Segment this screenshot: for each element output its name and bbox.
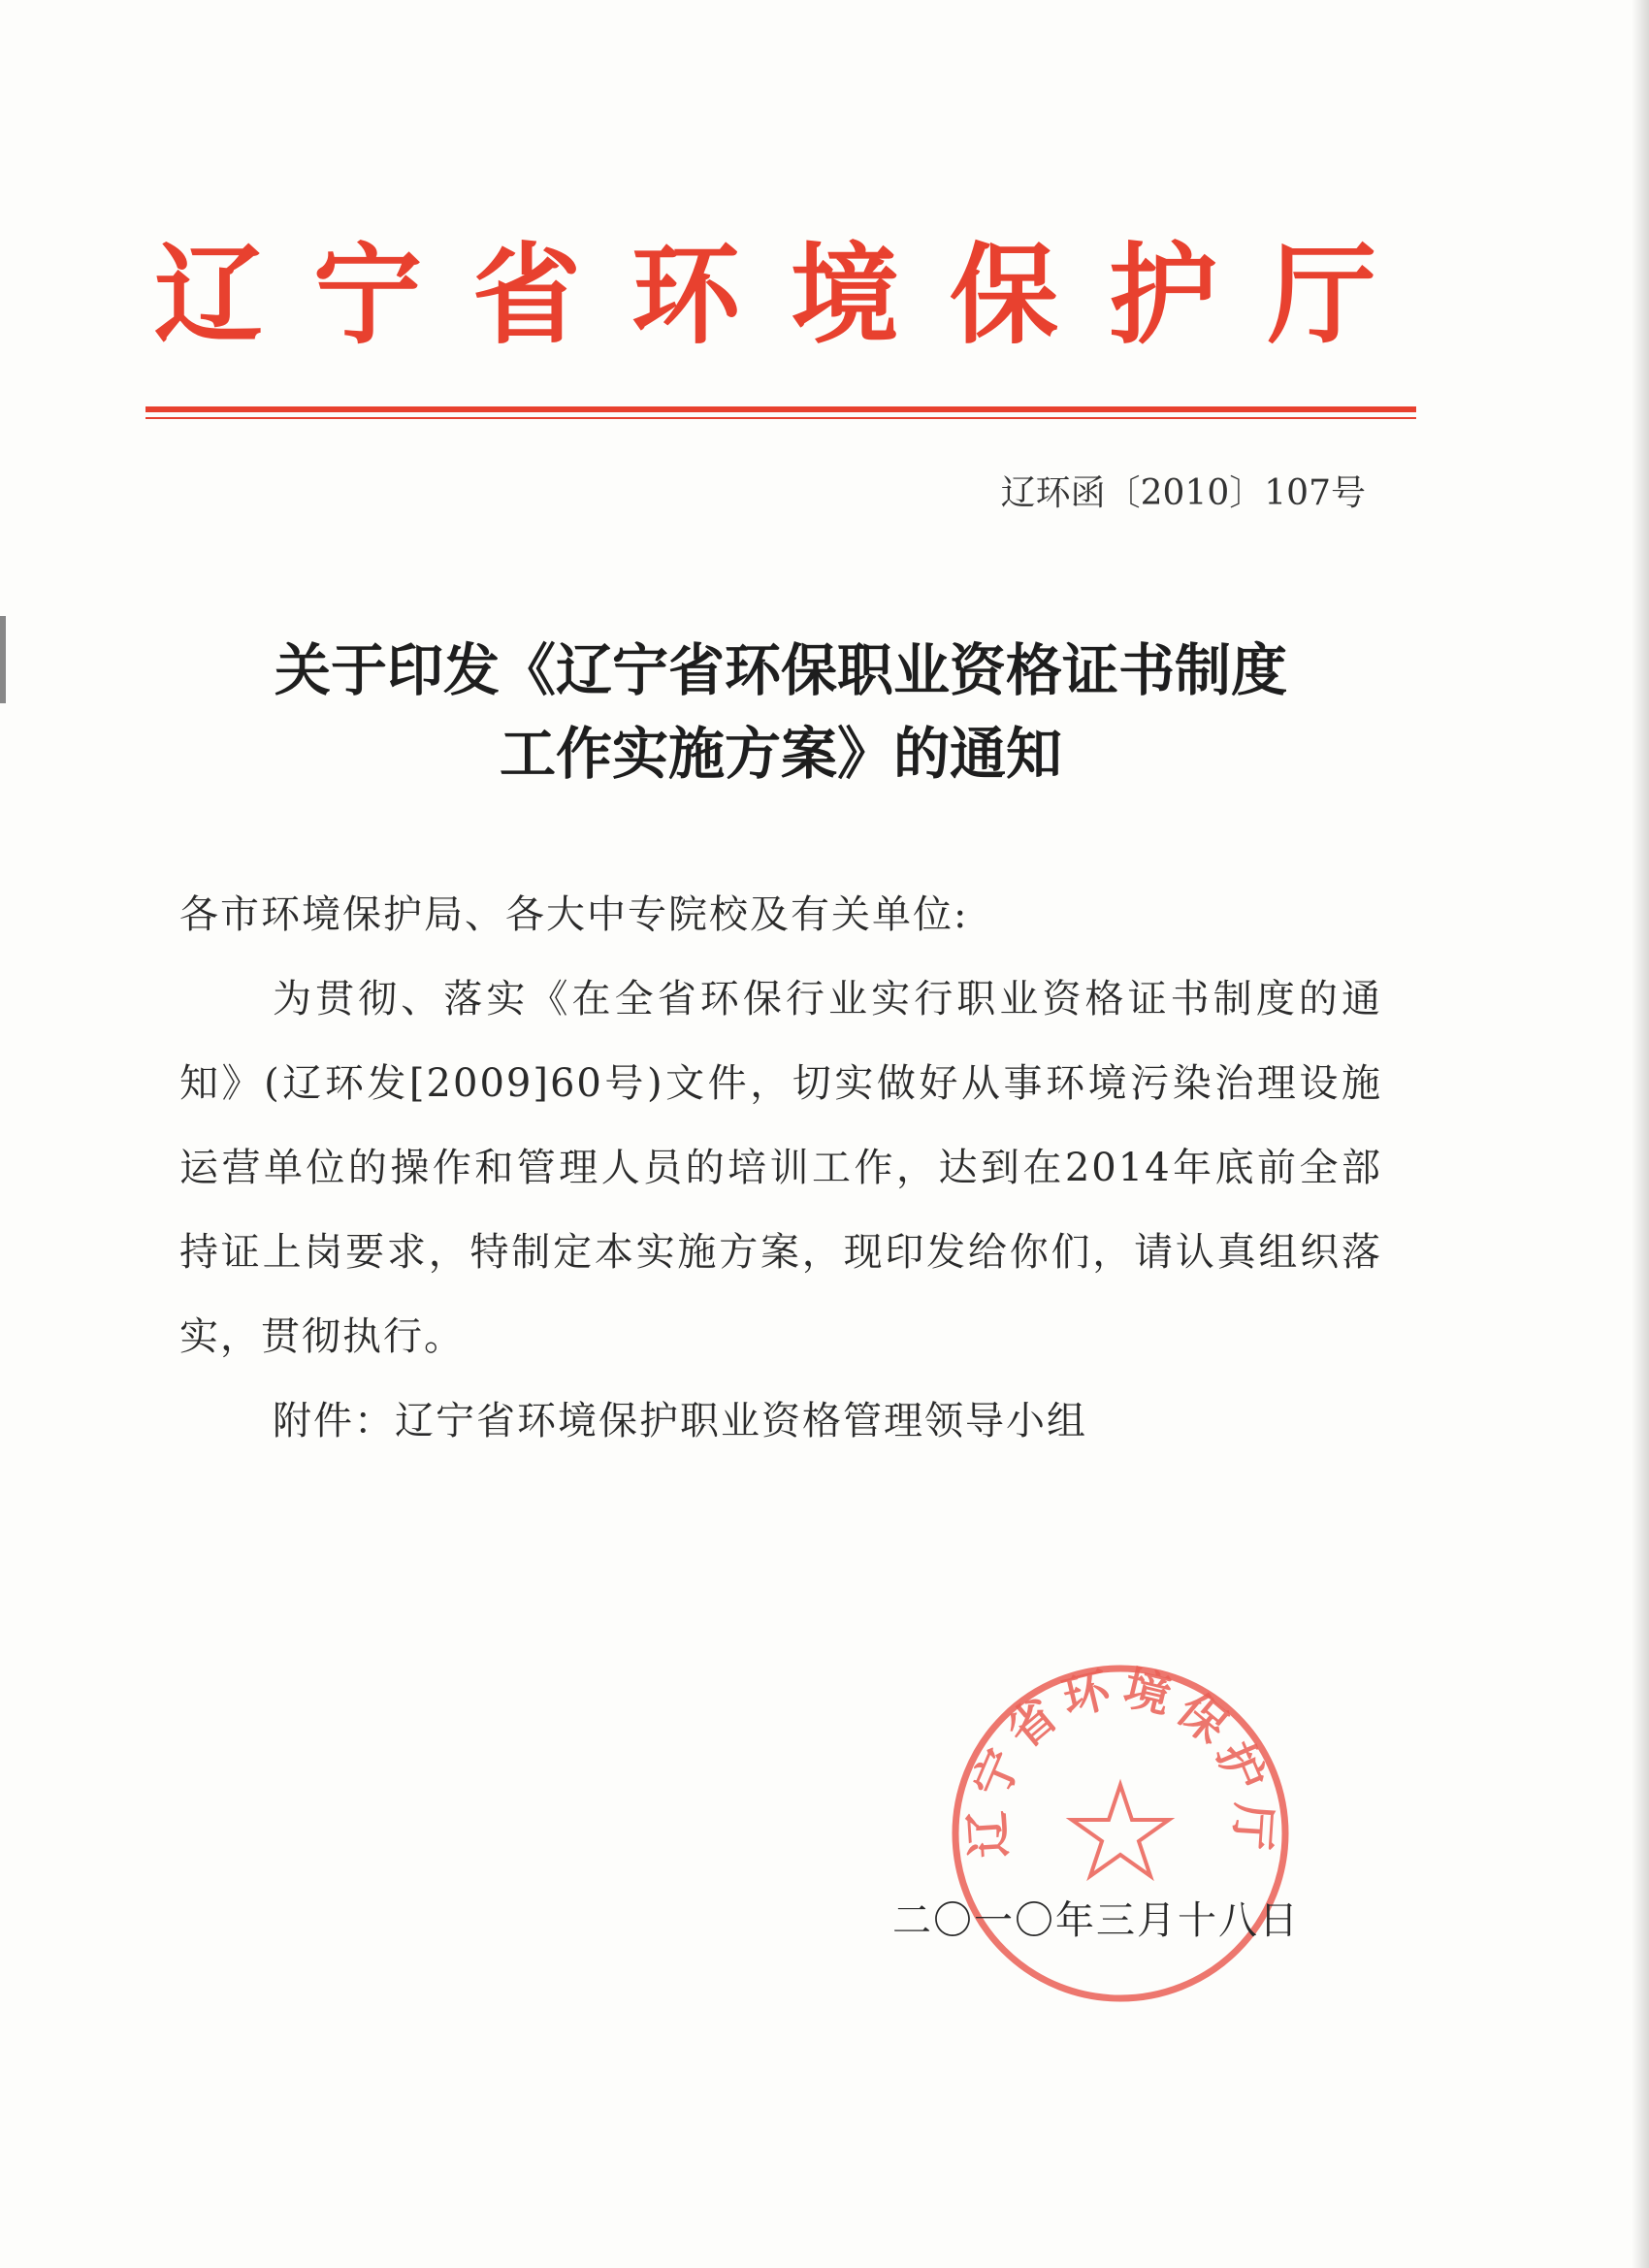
seal-text: 辽宁省环境保护厅 xyxy=(959,1661,1281,1860)
title-line-2: 工作实施方案》的通知 xyxy=(499,721,1062,787)
scan-edge-shadow xyxy=(1632,0,1649,2268)
masthead-red-rule-thin xyxy=(146,417,1416,419)
addressee: 各市环境保护局、各大中专院校及有关单位: xyxy=(179,892,969,937)
issuer-masthead: 辽宁省环境保护厅 xyxy=(154,233,1427,359)
issue-date: 二〇一〇年三月十八日 xyxy=(892,1898,1300,1943)
masthead-red-rule xyxy=(146,406,1416,412)
seal-star-icon xyxy=(1072,1785,1169,1876)
document-body xyxy=(179,873,1382,1464)
body-paragraph: 为贯彻、落实《在全省环保行业实行职业资格证书制度的通知》(辽环发[2009]60号)文件，切实做好从事环境污染治理设施运营单位的操作和管理人员的培训工作，达到在2014年底前全部持证上岗要求，特制定本实施方案，现印发给你们，请认真组织落实，贯彻执行。 xyxy=(179,977,1382,1359)
scan-binding-mark xyxy=(0,616,6,703)
svg-text:辽宁省环境保护厅 xyxy=(960,1661,1281,1859)
attachment-line: 附件：辽宁省环境保护职业资格管理领导小组 xyxy=(273,1399,1087,1443)
title-line-1: 关于印发《辽宁省环保职业资格证书制度 xyxy=(274,637,1287,703)
document-title xyxy=(146,629,1416,795)
official-seal xyxy=(946,1659,1295,2008)
document-number: 辽环函〔2010〕107号 xyxy=(1000,473,1366,513)
